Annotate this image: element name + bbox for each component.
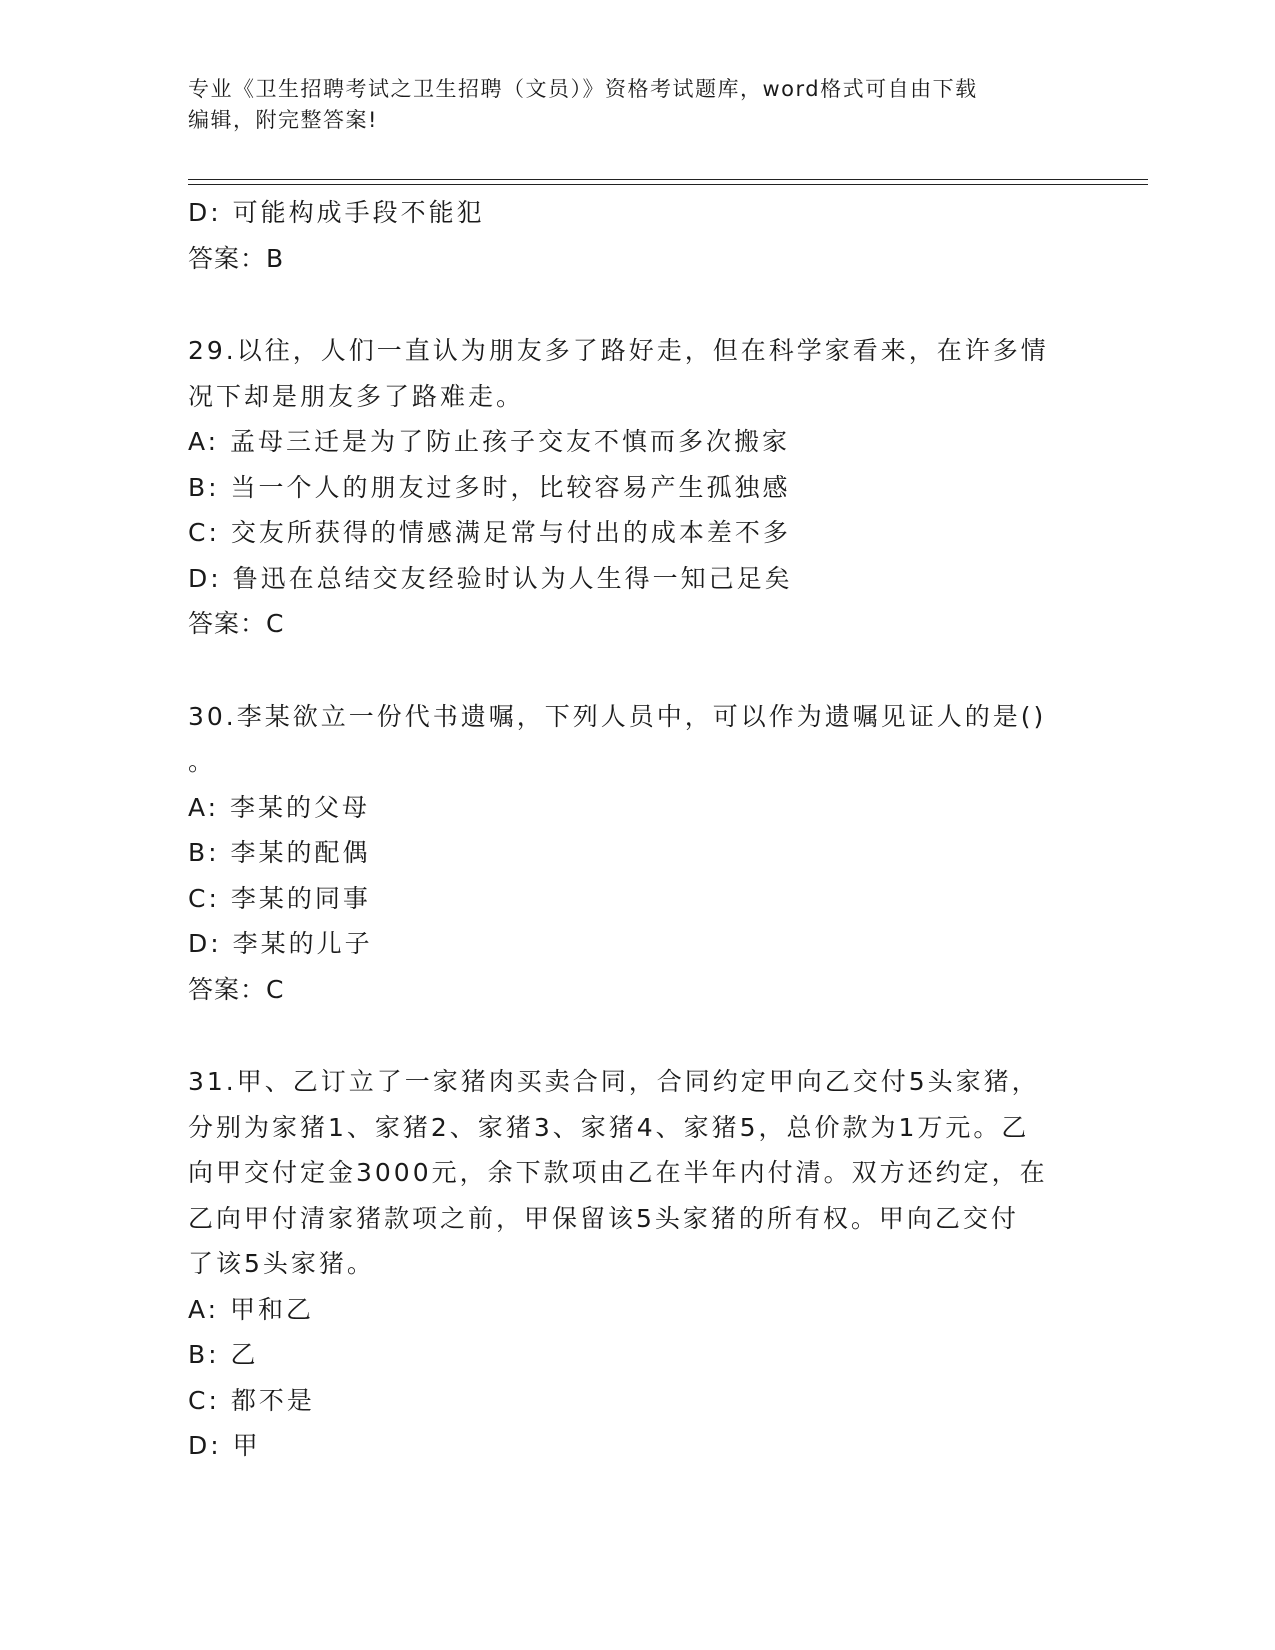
- question-stem-line: 30.李某欲立一份代书遗嘱，下列人员中，可以作为遗嘱见证人的是(): [188, 701, 1047, 731]
- option-c: C: 都不是: [188, 1385, 315, 1415]
- question-stem-line: 29.以往，人们一直认为朋友多了路好走，但在科学家看来，在许多情: [188, 336, 1049, 365]
- option-b: B: 乙: [188, 1340, 259, 1369]
- page-header: [188, 74, 1088, 136]
- prev-question-tail: [188, 190, 1088, 281]
- option-a: A: 李某的父母: [188, 792, 371, 822]
- question-30: [188, 694, 1088, 1013]
- question-stem-line: 。: [188, 747, 217, 776]
- option-d: D: 可能构成手段不能犯: [188, 198, 485, 227]
- option-b: B: 当一个人的朋友过多时，比较容易产生孤独感: [188, 472, 791, 502]
- option-a: A: 甲和乙: [188, 1294, 315, 1324]
- question-stem-line: 分别为家猪1、家猪2、家猪3、家猪4、家猪5，总价款为1万元。乙: [188, 1112, 1030, 1142]
- answer: 答案：C: [188, 974, 285, 1004]
- header-divider-top: [188, 179, 1148, 180]
- answer: 答案：B: [188, 243, 285, 273]
- question-31: [188, 1059, 1088, 1469]
- question-stem-line: 了该5头家猪。: [188, 1249, 375, 1278]
- question-stem-line: 乙向甲付清家猪款项之前，甲保留该5头家猪的所有权。甲向乙交付: [188, 1203, 1019, 1233]
- answer: 答案：C: [188, 609, 285, 638]
- question-stem-line: 31.甲、乙订立了一家猪肉买卖合同，合同约定甲向乙交付5头家猪，: [188, 1067, 1040, 1096]
- question-29: [188, 328, 1088, 647]
- header-line-2: 编辑，附完整答案!: [188, 108, 378, 132]
- option-d: D: 鲁迅在总结交友经验时认为人生得一知己足矣: [188, 563, 793, 593]
- question-stem-line: 况下却是朋友多了路难走。: [188, 381, 525, 411]
- question-spacer: [188, 647, 1088, 694]
- question-stem-line: 向甲交付定金3000元，余下款项由乙在半年内付清。双方还约定，在: [188, 1158, 1048, 1187]
- question-content: [188, 190, 1088, 1469]
- header-line-1: 专业《卫生招聘考试之卫生招聘（文员）》资格考试题库，word格式可自由下载: [188, 77, 978, 101]
- option-d: D: 甲: [188, 1431, 261, 1460]
- question-spacer: [188, 281, 1088, 328]
- question-spacer: [188, 1012, 1088, 1059]
- header-divider-bottom: [188, 184, 1148, 185]
- option-c: C: 李某的同事: [188, 883, 371, 913]
- option-b: B: 李某的配偶: [188, 838, 371, 867]
- option-c: C: 交友所获得的情感满足常与付出的成本差不多: [188, 518, 791, 547]
- option-d: D: 李某的儿子: [188, 929, 373, 958]
- option-a: A: 孟母三迁是为了防止孩子交友不慎而多次搬家: [188, 427, 791, 456]
